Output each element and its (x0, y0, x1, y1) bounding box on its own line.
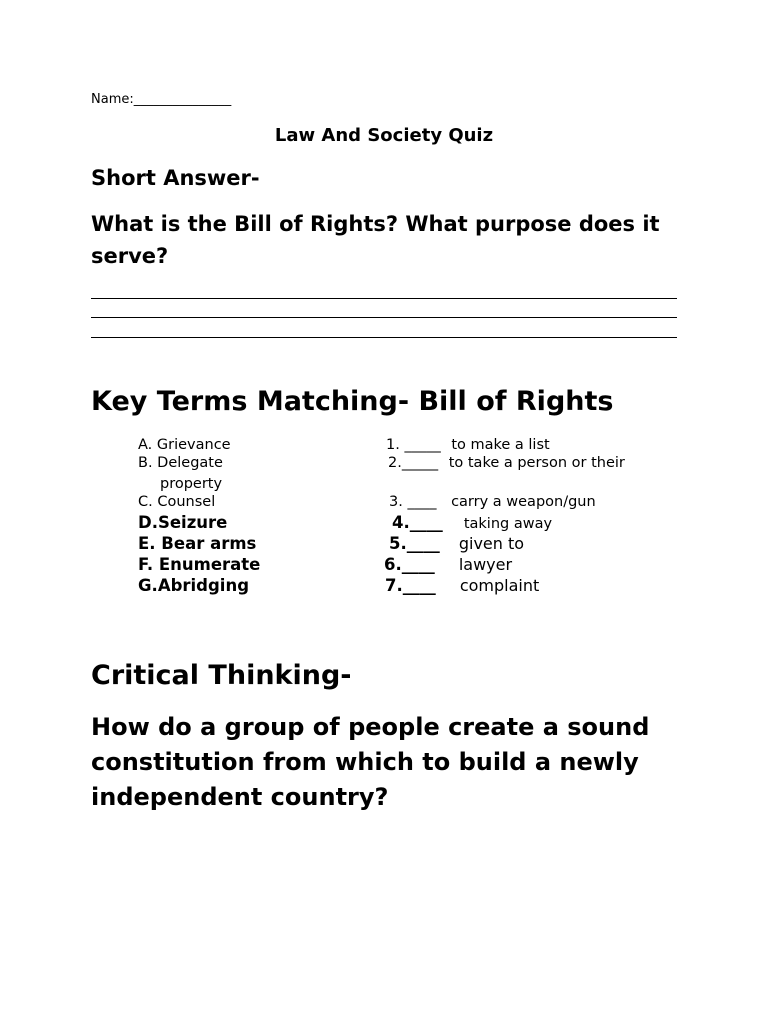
short-answer-question: What is the Bill of Rights? What purpose does it serve? (91, 212, 660, 268)
definition-item (392, 513, 552, 532)
definition-text: complaint (459, 576, 540, 595)
definition-item (388, 455, 625, 471)
term-item (138, 576, 249, 595)
term-text: Counsel (157, 494, 216, 510)
term-letter: E. (138, 534, 156, 553)
term-item (138, 437, 231, 453)
definition-blank: 3. ____ (389, 494, 437, 510)
term-letter: G. (138, 576, 158, 595)
term-letter: A. (138, 437, 153, 453)
definition-blank: 2._____ (388, 455, 439, 471)
term-text: Enumerate (158, 555, 261, 574)
definition-text: carry a weapon/gun (451, 494, 596, 510)
term-text: Delegate (157, 455, 223, 471)
definition-blank: 6.____ (384, 555, 435, 574)
term-text: Seizure (157, 513, 228, 532)
term-text: Grievance (156, 437, 231, 453)
term-text: Bear arms (161, 534, 257, 553)
term-item (138, 513, 227, 532)
critical-thinking-question: How do a group of people create a sound constitution from which to build a newly independent country? (91, 713, 650, 811)
definition-text: given to (458, 534, 525, 553)
definition-text: to make a list (451, 437, 550, 453)
term-letter: F. (138, 555, 154, 574)
definition-text: taking away (463, 516, 553, 532)
definition-text: to take a person or their (448, 455, 625, 471)
short-answer-heading: Short Answer- (91, 166, 260, 190)
term-item (138, 555, 260, 574)
answer-line (91, 317, 677, 318)
definition-blank: 7.____ (385, 576, 436, 595)
definition-text: property (160, 476, 223, 492)
definition-item (386, 437, 550, 453)
definition-item (160, 476, 222, 492)
quiz-title: Law And Society Quiz (274, 125, 494, 146)
term-item (138, 534, 256, 553)
definition-text: lawyer (458, 555, 513, 574)
answer-line (91, 337, 677, 338)
term-letter: D. (138, 513, 158, 532)
term-text: Abridging (157, 576, 250, 595)
term-item (138, 494, 215, 510)
term-item (138, 455, 223, 471)
definition-blank: 4.____ (392, 513, 443, 532)
definition-item (389, 494, 596, 510)
answer-line (91, 298, 677, 299)
definition-blank: 1. _____ (386, 437, 441, 453)
definition-item (385, 576, 539, 595)
name-field-label: Name:_______________ (91, 92, 232, 107)
term-letter: B. (138, 455, 153, 471)
critical-thinking-heading: Critical Thinking- (91, 660, 352, 691)
matching-heading: Key Terms Matching- Bill of Rights (91, 386, 614, 417)
definition-item (384, 555, 512, 574)
definition-item (389, 534, 524, 553)
definition-blank: 5.____ (389, 534, 440, 553)
term-letter: C. (138, 494, 153, 510)
